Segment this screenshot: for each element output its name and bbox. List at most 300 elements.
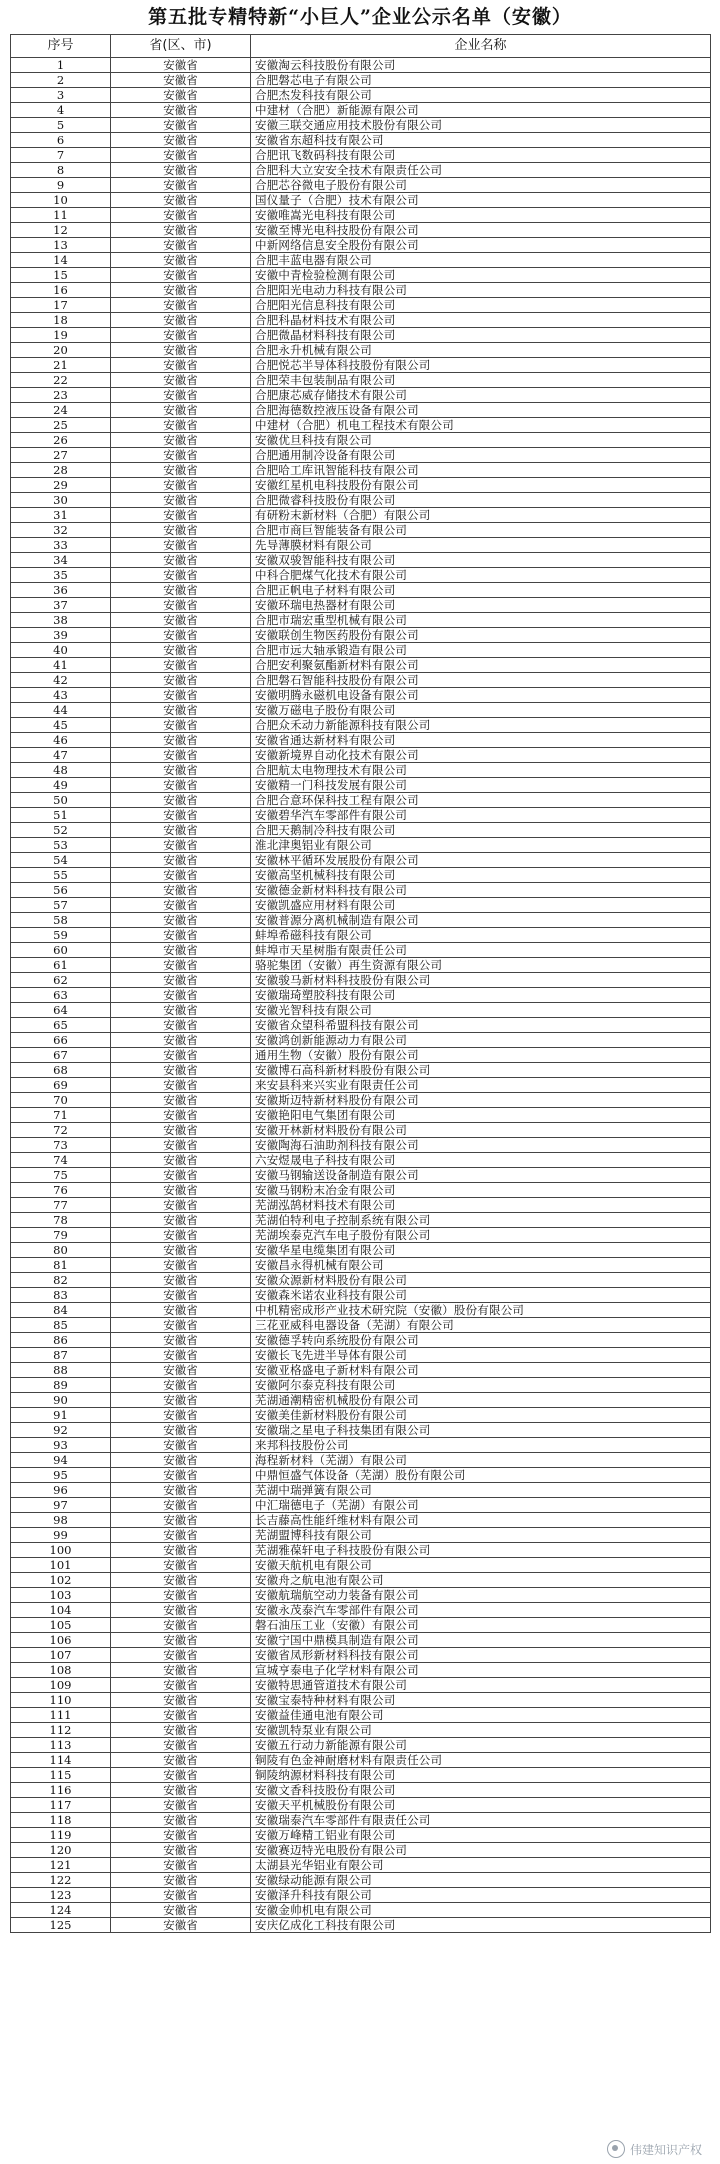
table-row — [11, 1558, 711, 1573]
company-name-cell: 安徽鸿创新能源动力有限公司 — [251, 1033, 711, 1048]
table-row — [11, 1543, 711, 1558]
serial-number-cell: 56 — [11, 883, 111, 898]
serial-number-cell: 16 — [11, 283, 111, 298]
table-row — [11, 1273, 711, 1288]
company-name-cell: 安徽凯特泵业有限公司 — [251, 1723, 711, 1738]
company-name-cell: 来邦科技股份公司 — [251, 1438, 711, 1453]
province-cell: 安徽省 — [111, 73, 251, 88]
company-name-cell: 安徽至博光电科技股份有限公司 — [251, 223, 711, 238]
company-name-cell: 安徽艳阳电气集团有限公司 — [251, 1108, 711, 1123]
province-cell: 安徽省 — [111, 1483, 251, 1498]
province-cell: 安徽省 — [111, 1528, 251, 1543]
province-cell: 安徽省 — [111, 763, 251, 778]
serial-number-cell: 27 — [11, 448, 111, 463]
table-row — [11, 1468, 711, 1483]
serial-number-cell: 64 — [11, 1003, 111, 1018]
table-row — [11, 298, 711, 313]
province-cell: 安徽省 — [111, 628, 251, 643]
serial-number-cell: 93 — [11, 1438, 111, 1453]
table-row — [11, 1513, 711, 1528]
serial-number-cell: 50 — [11, 793, 111, 808]
company-name-cell: 安徽开林新材料股份有限公司 — [251, 1123, 711, 1138]
company-name-cell: 安徽高坚机械科技有限公司 — [251, 868, 711, 883]
table-row — [11, 1198, 711, 1213]
province-cell: 安徽省 — [111, 823, 251, 838]
company-name-cell: 安徽瑞泰汽车零部件有限责任公司 — [251, 1813, 711, 1828]
table-row — [11, 1738, 711, 1753]
company-name-cell: 安徽众源新材料股份有限公司 — [251, 1273, 711, 1288]
table-row — [11, 1078, 711, 1093]
company-name-cell: 合肥讯飞数码科技有限公司 — [251, 148, 711, 163]
province-cell: 安徽省 — [111, 388, 251, 403]
table-row — [11, 1363, 711, 1378]
province-cell: 安徽省 — [111, 493, 251, 508]
company-name-cell: 安徽宁国中鼎模具制造有限公司 — [251, 1633, 711, 1648]
company-name-cell: 安徽瑞琦塑胶科技有限公司 — [251, 988, 711, 1003]
serial-number-cell: 38 — [11, 613, 111, 628]
province-cell: 安徽省 — [111, 1318, 251, 1333]
serial-number-cell: 118 — [11, 1813, 111, 1828]
company-name-cell: 中科合肥煤气化技术有限公司 — [251, 568, 711, 583]
serial-number-cell: 122 — [11, 1873, 111, 1888]
serial-number-cell: 100 — [11, 1543, 111, 1558]
province-cell: 安徽省 — [111, 1423, 251, 1438]
serial-number-cell: 121 — [11, 1858, 111, 1873]
table-row — [11, 703, 711, 718]
province-cell: 安徽省 — [111, 268, 251, 283]
table-row — [11, 1303, 711, 1318]
province-cell: 安徽省 — [111, 478, 251, 493]
serial-number-cell: 105 — [11, 1618, 111, 1633]
table-row — [11, 1453, 711, 1468]
company-name-cell: 安徽金帅机电有限公司 — [251, 1903, 711, 1918]
company-name-cell: 安徽马钢输送设备制造有限公司 — [251, 1168, 711, 1183]
serial-number-cell: 66 — [11, 1033, 111, 1048]
table-row — [11, 103, 711, 118]
company-name-cell: 安徽华星电缆集团有限公司 — [251, 1243, 711, 1258]
company-name-cell: 合肥科大立安安全技术有限责任公司 — [251, 163, 711, 178]
company-name-cell: 安徽长飞先进半导体有限公司 — [251, 1348, 711, 1363]
company-name-cell: 蚌埠希磁科技有限公司 — [251, 928, 711, 943]
serial-number-cell: 19 — [11, 328, 111, 343]
company-name-cell: 合肥芯谷微电子股份有限公司 — [251, 178, 711, 193]
province-cell: 安徽省 — [111, 1453, 251, 1468]
serial-number-cell: 68 — [11, 1063, 111, 1078]
company-name-cell: 芜湖雅葆轩电子科技股份有限公司 — [251, 1543, 711, 1558]
province-cell: 安徽省 — [111, 1708, 251, 1723]
company-name-cell: 安徽马钢粉末冶金有限公司 — [251, 1183, 711, 1198]
province-cell: 安徽省 — [111, 1123, 251, 1138]
company-name-cell: 安徽三联交通应用技术股份有限公司 — [251, 118, 711, 133]
serial-number-cell: 76 — [11, 1183, 111, 1198]
province-cell: 安徽省 — [111, 1513, 251, 1528]
company-name-cell: 安徽明腾永磁机电设备有限公司 — [251, 688, 711, 703]
table-row — [11, 1408, 711, 1423]
company-name-cell: 安徽斯迈特新材料股份有限公司 — [251, 1093, 711, 1108]
company-name-cell: 安徽淘云科技股份有限公司 — [251, 58, 711, 73]
province-cell: 安徽省 — [111, 343, 251, 358]
company-name-cell: 安徽普源分离机械制造有限公司 — [251, 913, 711, 928]
company-name-cell: 合肥丰蓝电器有限公司 — [251, 253, 711, 268]
company-name-cell: 安徽亚格盛电子新材料有限公司 — [251, 1363, 711, 1378]
serial-number-cell: 28 — [11, 463, 111, 478]
company-name-cell: 长吉藤高性能纤维材料有限公司 — [251, 1513, 711, 1528]
province-cell: 安徽省 — [111, 868, 251, 883]
province-cell: 安徽省 — [111, 1663, 251, 1678]
company-name-cell: 合肥市瑞宏重型机械有限公司 — [251, 613, 711, 628]
company-name-cell: 安徽中青检验检测有限公司 — [251, 268, 711, 283]
serial-number-cell: 60 — [11, 943, 111, 958]
company-name-cell: 安徽德金新材料科技有限公司 — [251, 883, 711, 898]
watermark-text: 伟建知识产权 — [629, 2142, 702, 2157]
table-row — [11, 208, 711, 223]
serial-number-cell: 49 — [11, 778, 111, 793]
table-row — [11, 1333, 711, 1348]
serial-number-cell: 39 — [11, 628, 111, 643]
province-cell: 安徽省 — [111, 1543, 251, 1558]
serial-number-cell: 82 — [11, 1273, 111, 1288]
table-row — [11, 223, 711, 238]
company-name-cell: 安徽精一门科技发展有限公司 — [251, 778, 711, 793]
province-cell: 安徽省 — [111, 58, 251, 73]
province-cell: 安徽省 — [111, 1348, 251, 1363]
serial-number-cell: 99 — [11, 1528, 111, 1543]
table-row — [11, 1048, 711, 1063]
serial-number-cell: 6 — [11, 133, 111, 148]
company-name-cell: 中建材（合肥）机电工程技术有限公司 — [251, 418, 711, 433]
table-row — [11, 448, 711, 463]
province-cell: 安徽省 — [111, 1393, 251, 1408]
province-cell: 安徽省 — [111, 1648, 251, 1663]
serial-number-cell: 65 — [11, 1018, 111, 1033]
province-cell: 安徽省 — [111, 1498, 251, 1513]
company-name-cell: 合肥荣丰包装制品有限公司 — [251, 373, 711, 388]
company-name-cell: 芜湖伯特利电子控制系统有限公司 — [251, 1213, 711, 1228]
table-row — [11, 433, 711, 448]
company-name-cell: 合肥航太电物理技术有限公司 — [251, 763, 711, 778]
serial-number-cell: 32 — [11, 523, 111, 538]
province-cell: 安徽省 — [111, 1258, 251, 1273]
province-cell: 安徽省 — [111, 1078, 251, 1093]
serial-number-cell: 94 — [11, 1453, 111, 1468]
serial-number-cell: 88 — [11, 1363, 111, 1378]
serial-number-cell: 117 — [11, 1798, 111, 1813]
table-row — [11, 478, 711, 493]
province-cell: 安徽省 — [111, 1798, 251, 1813]
serial-number-cell: 37 — [11, 598, 111, 613]
header-company-name: 企业名称 — [251, 35, 711, 58]
serial-number-cell: 5 — [11, 118, 111, 133]
table-row — [11, 1093, 711, 1108]
province-cell: 安徽省 — [111, 1363, 251, 1378]
company-name-cell: 安徽特思通管道技术有限公司 — [251, 1678, 711, 1693]
province-cell: 安徽省 — [111, 1723, 251, 1738]
serial-number-cell: 101 — [11, 1558, 111, 1573]
serial-number-cell: 41 — [11, 658, 111, 673]
header-serial-number: 序号 — [11, 35, 111, 58]
serial-number-cell: 87 — [11, 1348, 111, 1363]
company-name-cell: 安徽泽升科技有限公司 — [251, 1888, 711, 1903]
company-name-cell: 太湖县光华铝业有限公司 — [251, 1858, 711, 1873]
province-cell: 安徽省 — [111, 208, 251, 223]
table-row — [11, 1123, 711, 1138]
company-name-cell: 安徽骏马新材料科技股份有限公司 — [251, 973, 711, 988]
company-name-cell: 安徽陶海石油助剂科技有限公司 — [251, 1138, 711, 1153]
province-cell: 安徽省 — [111, 778, 251, 793]
company-name-cell: 安徽文香科技股份有限公司 — [251, 1783, 711, 1798]
company-name-cell: 安徽瑞之星电子科技集团有限公司 — [251, 1423, 711, 1438]
table-row — [11, 1288, 711, 1303]
province-cell: 安徽省 — [111, 703, 251, 718]
province-cell: 安徽省 — [111, 1618, 251, 1633]
table-row — [11, 1183, 711, 1198]
table-row — [11, 118, 711, 133]
serial-number-cell: 34 — [11, 553, 111, 568]
table-row — [11, 808, 711, 823]
province-cell: 安徽省 — [111, 1828, 251, 1843]
table-row — [11, 1483, 711, 1498]
company-name-cell: 安徽省众望科希盟科技有限公司 — [251, 1018, 711, 1033]
province-cell: 安徽省 — [111, 658, 251, 673]
province-cell: 安徽省 — [111, 853, 251, 868]
serial-number-cell: 61 — [11, 958, 111, 973]
watermark — [607, 2140, 702, 2158]
table-row — [11, 613, 711, 628]
province-cell: 安徽省 — [111, 1243, 251, 1258]
table-row — [11, 1693, 711, 1708]
province-cell: 安徽省 — [111, 403, 251, 418]
province-cell: 安徽省 — [111, 538, 251, 553]
company-name-cell: 来安县科来兴实业有限责任公司 — [251, 1078, 711, 1093]
company-name-cell: 安徽天平机械股份有限公司 — [251, 1798, 711, 1813]
table-row — [11, 1063, 711, 1078]
table-row — [11, 493, 711, 508]
table-row — [11, 1618, 711, 1633]
table-row — [11, 658, 711, 673]
table-row — [11, 1663, 711, 1678]
province-cell: 安徽省 — [111, 958, 251, 973]
table-row — [11, 628, 711, 643]
serial-number-cell: 7 — [11, 148, 111, 163]
serial-number-cell: 51 — [11, 808, 111, 823]
company-name-cell: 合肥海德数控液压设备有限公司 — [251, 403, 711, 418]
table-row — [11, 388, 711, 403]
serial-number-cell: 89 — [11, 1378, 111, 1393]
table-row — [11, 403, 711, 418]
table-row — [11, 538, 711, 553]
serial-number-cell: 70 — [11, 1093, 111, 1108]
company-name-cell: 安徽万峰精工铝业有限公司 — [251, 1828, 711, 1843]
table-row — [11, 973, 711, 988]
table-row — [11, 313, 711, 328]
province-cell: 安徽省 — [111, 1168, 251, 1183]
province-cell: 安徽省 — [111, 88, 251, 103]
province-cell: 安徽省 — [111, 1273, 251, 1288]
table-row — [11, 508, 711, 523]
serial-number-cell: 71 — [11, 1108, 111, 1123]
company-name-cell: 合肥磐芯电子有限公司 — [251, 73, 711, 88]
table-row — [11, 868, 711, 883]
serial-number-cell: 17 — [11, 298, 111, 313]
province-cell: 安徽省 — [111, 598, 251, 613]
serial-number-cell: 40 — [11, 643, 111, 658]
table-row — [11, 1813, 711, 1828]
serial-number-cell: 104 — [11, 1603, 111, 1618]
serial-number-cell: 83 — [11, 1288, 111, 1303]
table-row — [11, 838, 711, 853]
province-cell: 安徽省 — [111, 1228, 251, 1243]
table-row — [11, 883, 711, 898]
table-row — [11, 358, 711, 373]
serial-number-cell: 86 — [11, 1333, 111, 1348]
company-name-cell: 有研粉末新材料（合肥）有限公司 — [251, 508, 711, 523]
table-row — [11, 688, 711, 703]
table-row — [11, 268, 711, 283]
table-row — [11, 673, 711, 688]
province-cell: 安徽省 — [111, 373, 251, 388]
serial-number-cell: 91 — [11, 1408, 111, 1423]
serial-number-cell: 10 — [11, 193, 111, 208]
province-cell: 安徽省 — [111, 1873, 251, 1888]
company-name-cell: 中新网络信息安全股份有限公司 — [251, 238, 711, 253]
company-name-cell: 中建材（合肥）新能源有限公司 — [251, 103, 711, 118]
table-row — [11, 283, 711, 298]
company-name-cell: 安徽赛迈特光电股份有限公司 — [251, 1843, 711, 1858]
province-cell: 安徽省 — [111, 1093, 251, 1108]
table-row — [11, 1138, 711, 1153]
province-cell: 安徽省 — [111, 1768, 251, 1783]
province-cell: 安徽省 — [111, 1408, 251, 1423]
serial-number-cell: 29 — [11, 478, 111, 493]
serial-number-cell: 96 — [11, 1483, 111, 1498]
province-cell: 安徽省 — [111, 1138, 251, 1153]
company-name-cell: 铜陵纳源材料科技有限公司 — [251, 1768, 711, 1783]
company-name-cell: 安徽绿动能源有限公司 — [251, 1873, 711, 1888]
serial-number-cell: 58 — [11, 913, 111, 928]
serial-number-cell: 75 — [11, 1168, 111, 1183]
serial-number-cell: 115 — [11, 1768, 111, 1783]
province-cell: 安徽省 — [111, 178, 251, 193]
serial-number-cell: 107 — [11, 1648, 111, 1663]
serial-number-cell: 114 — [11, 1753, 111, 1768]
table-row — [11, 1243, 711, 1258]
province-cell: 安徽省 — [111, 553, 251, 568]
province-cell: 安徽省 — [111, 838, 251, 853]
serial-number-cell: 52 — [11, 823, 111, 838]
serial-number-cell: 81 — [11, 1258, 111, 1273]
company-table — [10, 34, 711, 1933]
serial-number-cell: 31 — [11, 508, 111, 523]
serial-number-cell: 15 — [11, 268, 111, 283]
table-row — [11, 1873, 711, 1888]
table-row — [11, 823, 711, 838]
company-name-cell: 芜湖盟博科技有限公司 — [251, 1528, 711, 1543]
table-row — [11, 163, 711, 178]
table-row — [11, 1393, 711, 1408]
serial-number-cell: 23 — [11, 388, 111, 403]
province-cell: 安徽省 — [111, 163, 251, 178]
company-name-cell: 骆驼集团（安徽）再生资源有限公司 — [251, 958, 711, 973]
company-name-cell: 合肥市商巨智能装备有限公司 — [251, 523, 711, 538]
company-name-cell: 安徽博石高科新材料股份有限公司 — [251, 1063, 711, 1078]
table-row — [11, 1018, 711, 1033]
serial-number-cell: 55 — [11, 868, 111, 883]
table-row — [11, 328, 711, 343]
table-row — [11, 1633, 711, 1648]
table-row — [11, 1423, 711, 1438]
serial-number-cell: 106 — [11, 1633, 111, 1648]
province-cell: 安徽省 — [111, 1903, 251, 1918]
table-row — [11, 1678, 711, 1693]
serial-number-cell: 8 — [11, 163, 111, 178]
province-cell: 安徽省 — [111, 1303, 251, 1318]
table-row — [11, 133, 711, 148]
serial-number-cell: 113 — [11, 1738, 111, 1753]
serial-number-cell: 109 — [11, 1678, 111, 1693]
province-cell: 安徽省 — [111, 568, 251, 583]
table-row — [11, 898, 711, 913]
province-cell: 安徽省 — [111, 943, 251, 958]
province-cell: 安徽省 — [111, 133, 251, 148]
province-cell: 安徽省 — [111, 118, 251, 133]
serial-number-cell: 44 — [11, 703, 111, 718]
serial-number-cell: 67 — [11, 1048, 111, 1063]
company-name-cell: 安徽阿尔泰克科技有限公司 — [251, 1378, 711, 1393]
table-row — [11, 1153, 711, 1168]
province-cell: 安徽省 — [111, 1753, 251, 1768]
table-row — [11, 523, 711, 538]
table-row — [11, 598, 711, 613]
company-name-cell: 合肥众禾动力新能源科技有限公司 — [251, 718, 711, 733]
serial-number-cell: 4 — [11, 103, 111, 118]
province-cell: 安徽省 — [111, 238, 251, 253]
serial-number-cell: 9 — [11, 178, 111, 193]
table-row — [11, 553, 711, 568]
company-name-cell: 安徽优旦科技有限公司 — [251, 433, 711, 448]
table-row — [11, 1828, 711, 1843]
province-cell: 安徽省 — [111, 1213, 251, 1228]
serial-number-cell: 1 — [11, 58, 111, 73]
company-name-cell: 合肥通用制冷设备有限公司 — [251, 448, 711, 463]
table-row — [11, 718, 711, 733]
province-cell: 安徽省 — [111, 1573, 251, 1588]
province-cell: 安徽省 — [111, 718, 251, 733]
table-row — [11, 88, 711, 103]
province-cell: 安徽省 — [111, 973, 251, 988]
serial-number-cell: 35 — [11, 568, 111, 583]
province-cell: 安徽省 — [111, 898, 251, 913]
company-name-cell: 安徽森米诺农业科技有限公司 — [251, 1288, 711, 1303]
serial-number-cell: 3 — [11, 88, 111, 103]
serial-number-cell: 112 — [11, 1723, 111, 1738]
company-name-cell: 安徽省凤形新材料科技有限公司 — [251, 1648, 711, 1663]
company-name-cell: 三花亚威科电器设备（芜湖）有限公司 — [251, 1318, 711, 1333]
table-row — [11, 343, 711, 358]
table-row — [11, 1213, 711, 1228]
company-name-cell: 合肥哈工库讯智能科技有限公司 — [251, 463, 711, 478]
company-name-cell: 宣城亨泰电子化学材料有限公司 — [251, 1663, 711, 1678]
table-row — [11, 1723, 711, 1738]
province-cell: 安徽省 — [111, 1813, 251, 1828]
serial-number-cell: 73 — [11, 1138, 111, 1153]
province-cell: 安徽省 — [111, 508, 251, 523]
company-name-cell: 合肥杰发科技有限公司 — [251, 88, 711, 103]
serial-number-cell: 80 — [11, 1243, 111, 1258]
province-cell: 安徽省 — [111, 1198, 251, 1213]
serial-number-cell: 24 — [11, 403, 111, 418]
province-cell: 安徽省 — [111, 418, 251, 433]
serial-number-cell: 18 — [11, 313, 111, 328]
